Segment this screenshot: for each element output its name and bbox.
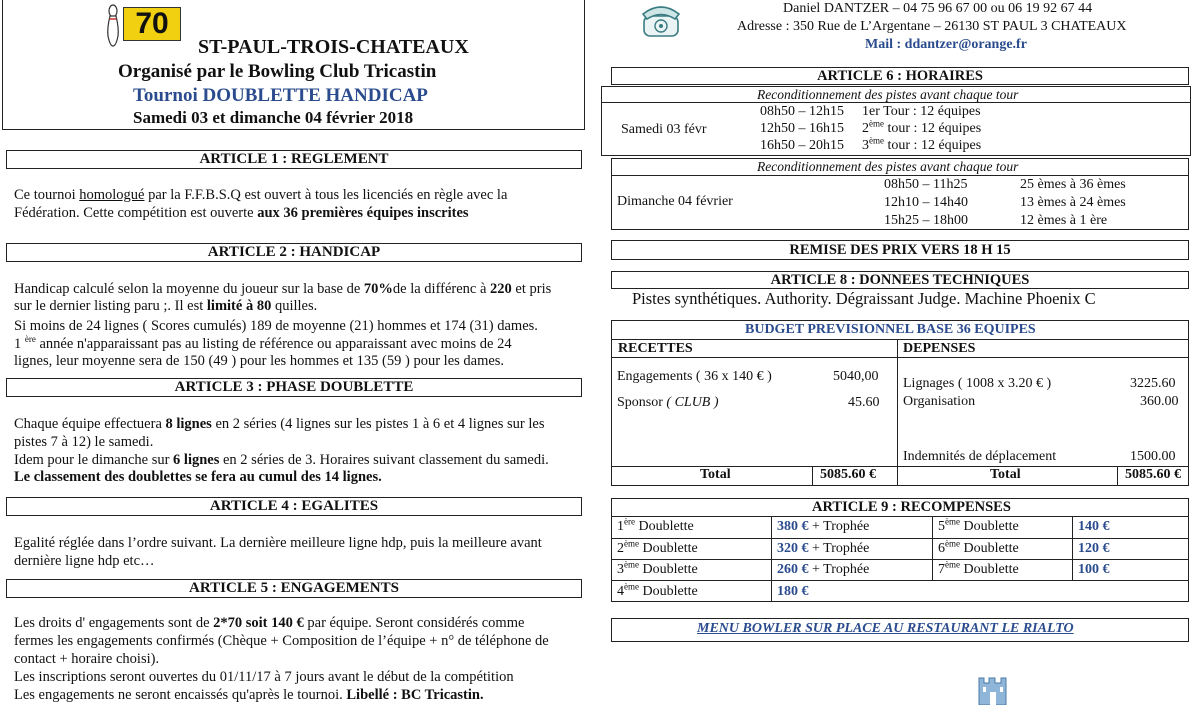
article2-line2 [14, 298, 317, 315]
sunday-ranks: 13 èmes à 24 èmes [1020, 195, 1126, 210]
reward-rank-number: 7 [938, 562, 945, 577]
article2-l1a: Handicap calculé selon la moyenne du joueur sur la base de [14, 281, 364, 297]
reward-rank-label: Doublette [639, 583, 698, 599]
article5-line5 [14, 687, 484, 704]
reward-rank-label: Doublette [635, 519, 694, 534]
article1-homologue: homologué [79, 187, 145, 203]
article5-l1a: Les droits d' engagements sont de [14, 615, 214, 631]
reward-amount: 380 € [777, 519, 809, 534]
article1-line2 [14, 205, 469, 222]
article3-header: ARTICLE 3 : PHASE DOUBLETTE [6, 378, 582, 397]
reward-prize [777, 541, 869, 558]
article2-l2b: limité à 80 [206, 298, 272, 314]
reward-rank [617, 516, 694, 536]
article5-line1 [14, 615, 524, 632]
tour-teams: tour : 12 équipes [884, 121, 982, 136]
reward-amount: 100 € [1078, 562, 1110, 577]
recette-engagements-value: 5040,00 [833, 369, 879, 384]
article5-line4: Les inscriptions seront ouvertes du 01/11/17 à 7 jours avant le début de la compétition [14, 669, 514, 685]
article3-l1b: 8 lignes [165, 416, 212, 432]
tour-teams: tour : 12 équipes [884, 138, 982, 153]
reward-rank [617, 559, 698, 579]
depense-lignages-label: Lignages ( 1008 x 3.20 € ) [903, 376, 1052, 391]
sunday-time: 08h50 – 11h25 [884, 177, 968, 192]
article2-l1b: 70% [363, 281, 393, 297]
tour-number: 2 [862, 121, 869, 136]
sponsor-label: Sponsor [617, 395, 667, 410]
reward-rank-number: 3 [617, 562, 624, 577]
saturday-label: Samedi 03 févr [621, 122, 707, 137]
article2-l4sup: ère [24, 334, 36, 345]
saturday-tour [862, 135, 982, 155]
article4-line2: dernière ligne hdp etc… [14, 553, 155, 569]
reward-amount: 140 € [1078, 519, 1110, 534]
sponsor-club: ( CLUB ) [666, 395, 719, 410]
article5-l1b: 2*70 soit 140 € [213, 615, 304, 631]
reward-extra: + Trophée [808, 540, 870, 556]
telephone-icon [640, 2, 682, 40]
reward-rank-label: Doublette [960, 540, 1019, 556]
article1-l2b: aux 36 premières équipes inscrites [257, 205, 469, 221]
sunday-time: 15h25 – 18h00 [884, 213, 968, 228]
badge-number: 70 [123, 7, 181, 41]
reward-rank-sup: ème [624, 537, 639, 548]
article5-line3: contact + horaire choisi). [14, 651, 160, 667]
reward-rank-label: Doublette [639, 562, 698, 577]
depenses-label: DEPENSES [903, 341, 976, 356]
sunday-ranks: 25 èmes à 36 èmes [1020, 177, 1126, 192]
article2-header: ARTICLE 2 : HANDICAP [6, 243, 582, 262]
article2-l1c: de la différenc à [392, 281, 491, 297]
reward-rank-number: 6 [938, 540, 945, 556]
sunday-label: Dimanche 04 février [617, 194, 733, 209]
castle-icon [975, 668, 1011, 705]
article3-line3 [14, 452, 549, 469]
saturday-time: 12h50 – 16h15 [760, 121, 844, 136]
reward-amount: 180 € [777, 583, 809, 599]
total-recettes-value: 5085.60 € [820, 467, 876, 482]
article5-l1c: par équipe. Seront considérés comme [303, 615, 525, 631]
article1-line1 [14, 187, 507, 204]
sunday-ranks: 12 èmes à 1 ère [1020, 213, 1108, 228]
depense-organisation-value: 360.00 [1140, 394, 1179, 409]
organizer-text: Organisé par le Bowling Club Tricastin [118, 61, 437, 82]
budget-title: BUDGET PREVISIONNEL BASE 36 EQUIPES [745, 322, 1036, 337]
article2-l4a: 1 [14, 336, 25, 352]
article3-l1c: en 2 séries (4 lignes sur les pistes 1 à 6 et 4 lignes sur les [211, 416, 545, 432]
reward-rank-sup: ème [945, 516, 960, 527]
article2-line3: Si moins de 24 lignes ( Scores cumulés) 189 de moyenne (21) hommes et 174 (31) dames. [14, 318, 538, 334]
article3-line2: pistes 7 à 12) le samedi. [14, 434, 154, 450]
reward-rank [617, 537, 698, 558]
article3-line4: Le classement des doublettes se fera au cumul des 14 lignes. [14, 469, 382, 485]
article5-line2: fermes les engagements confirmés (Chèque + Composition de l’équipe + n° de téléphone de [14, 633, 549, 649]
article4-header: ARTICLE 4 : EGALITES [6, 497, 582, 516]
article8-text: Pistes synthétiques. Authority. Dégraissant Judge. Machine Phoenix C [632, 289, 1096, 308]
reward-prize [777, 584, 809, 601]
reward-rank-number: 4 [617, 583, 624, 599]
contact-address: Adresse : 350 Rue de L’Argentane – 26130 ST PAUL 3 CHATEAUX [737, 19, 1127, 34]
prizes-time-banner: REMISE DES PRIX VERS 18 H 15 [611, 240, 1189, 260]
reward-rank-sup: ème [624, 580, 639, 591]
tour-teams: : 12 équipes [909, 104, 981, 119]
article1-l1a: Ce tournoi [14, 187, 80, 203]
depense-indemnites-label: Indemnités de déplacement [903, 449, 1057, 464]
article1-l2a: Fédération. Cette compétition est ouverte [14, 205, 258, 221]
recettes-label: RECETTES [618, 341, 693, 356]
contact-mail[interactable]: Mail : ddantzer@orange.fr [865, 37, 1027, 52]
tour-sup: ème [869, 118, 884, 129]
menu-text: MENU BOWLER SUR PLACE AU RESTAURANT LE RIALTO [697, 621, 1074, 636]
article6-header: ARTICLE 6 : HORAIRES [611, 67, 1189, 85]
reward-amount: 320 € [777, 540, 809, 556]
reward-rank-sup: ème [624, 559, 639, 570]
article5-header: ARTICLE 5 : ENGAGEMENTS [6, 579, 582, 598]
reward-rank [938, 516, 1019, 536]
total-depenses-value: 5085.60 € [1125, 467, 1181, 482]
reward-rank-label: Doublette [960, 562, 1019, 577]
reward-extra: + Trophée [808, 519, 870, 534]
reward-rank-label: Doublette [960, 519, 1019, 534]
article9-header: ARTICLE 9 : RECOMPENSES [812, 499, 1011, 515]
article1-header: ARTICLE 1 : REGLEMENT [6, 150, 582, 169]
article4-line1: Egalité réglée dans l’ordre suivant. La dernière meilleure ligne hdp, puis la meilleure avant [14, 535, 542, 551]
saturday-time: 08h50 – 12h15 [760, 104, 844, 119]
total-depenses-label: Total [990, 467, 1021, 482]
total-recettes-label: Total [700, 467, 731, 482]
recette-engagements-label: Engagements ( 36 x 140 € ) [617, 369, 772, 384]
article2-l1e: et pris [511, 281, 552, 297]
reward-rank [617, 580, 698, 601]
reward-extra: + Trophée [808, 562, 870, 577]
tour-number: 3 [862, 138, 869, 153]
article3-line1 [14, 416, 544, 433]
article3-l1a: Chaque équipe effectuera [14, 416, 166, 432]
article2-line1 [14, 281, 551, 298]
saturday-recond-text: Reconditionnement des pistes avant chaque tour [757, 87, 1019, 102]
depense-organisation-label: Organisation [903, 394, 976, 409]
reward-amount: 260 € [777, 562, 809, 577]
article2-line4 [14, 336, 512, 353]
tournament-dates: Samedi 03 et dimanche 04 février 2018 [133, 108, 414, 127]
tour-number: 1er Tour [862, 104, 910, 119]
reward-rank-label: Doublette [639, 540, 698, 556]
reward-rank-sup: ère [624, 516, 635, 527]
depense-lignages-value: 3225.60 [1130, 376, 1176, 391]
recette-sponsor-value: 45.60 [848, 395, 880, 410]
article5-l5b: Libellé : BC Tricastin. [346, 687, 484, 703]
article8-header: ARTICLE 8 : DONNEES TECHNIQUES [611, 271, 1189, 289]
article3-l3b: 6 lignes [173, 452, 220, 468]
article3-l3a: Idem pour le dimanche sur [14, 452, 174, 468]
bowling-pin-icon [104, 4, 122, 48]
city-title: ST-PAUL-TROIS-CHATEAUX [198, 36, 469, 58]
sunday-recond-text: Reconditionnement des pistes avant chaque tour [757, 159, 1019, 174]
contact-phone: Daniel DANTZER – 04 75 96 67 00 ou 06 19 92 67 44 [783, 1, 1093, 16]
saturday-time: 16h50 – 20h15 [760, 138, 844, 153]
recette-sponsor-label [617, 395, 719, 412]
reward-rank-number: 1 [617, 519, 624, 534]
reward-rank-sup: ème [945, 559, 960, 570]
tournament-title: Tournoi DOUBLETTE HANDICAP [133, 85, 428, 106]
reward-amount: 120 € [1078, 540, 1110, 556]
article2-l4b: année n'apparaissant pas au listing de référence ou apparaissant avec moins de 24 [35, 336, 512, 352]
reward-rank-number: 2 [617, 540, 624, 556]
article5-l5a: Les engagements ne seront encaissés qu'après le tournoi. [14, 687, 347, 703]
depense-indemnites-value: 1500.00 [1130, 449, 1176, 464]
reward-prize [777, 519, 869, 536]
reward-rank [938, 537, 1019, 558]
article2-l1d: 220 [490, 281, 512, 297]
article2-l2a: sur le dernier listing paru ;. Il est [14, 298, 207, 314]
article2-line5: lignes, leur moyenne sera de 150 (49 ) pour les hommes et 135 (59 ) pour les dames. [14, 353, 505, 369]
article1-l1c: par la F.F.B.S.Q est ouvert à tous les licenciés en règle avec la [144, 187, 508, 203]
sunday-time: 12h10 – 14h40 [884, 195, 968, 210]
reward-rank-sup: ème [945, 537, 960, 548]
reward-rank-number: 5 [938, 519, 945, 534]
reward-rank [938, 559, 1019, 579]
tour-sup: ème [869, 135, 884, 146]
article2-l2c: quilles. [271, 298, 318, 314]
reward-prize [777, 562, 869, 579]
article3-l3c: en 2 séries de 3. Horaires suivant classement du samedi. [219, 452, 549, 468]
